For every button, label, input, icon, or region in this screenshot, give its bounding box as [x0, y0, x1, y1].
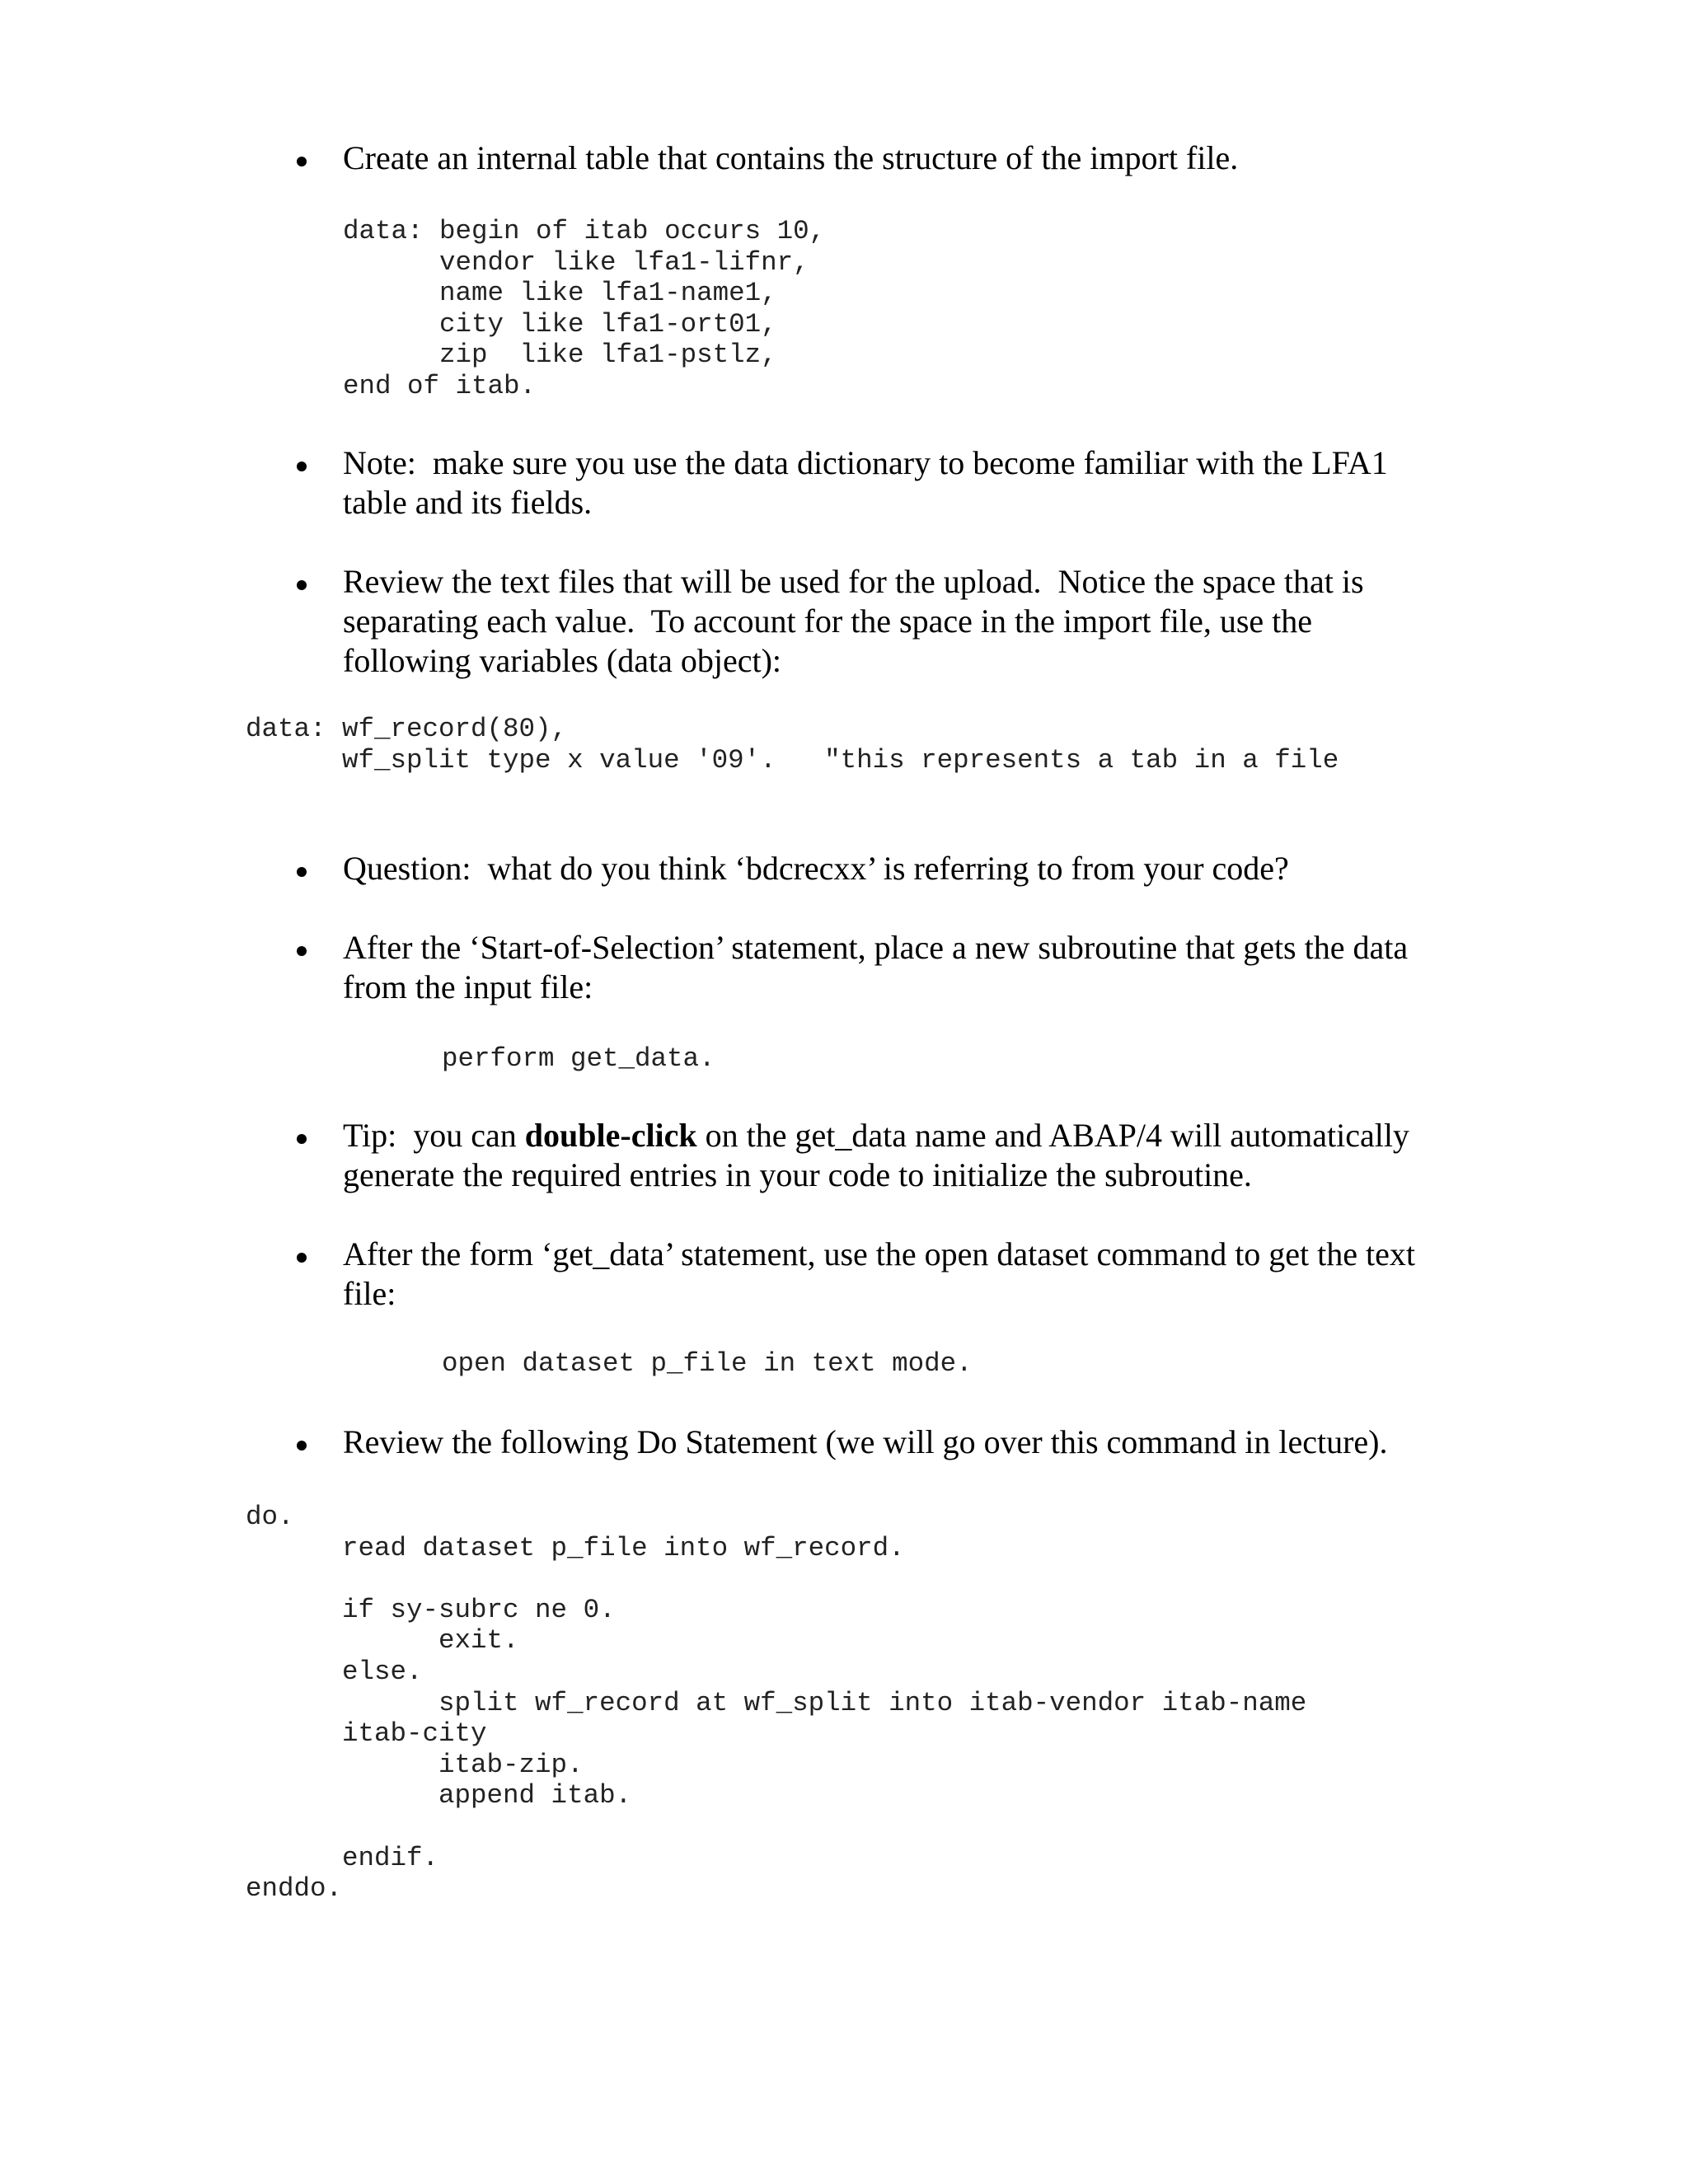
bullet-icon	[297, 867, 307, 877]
bullet-text: After the ‘Start-of-Selection’ statement, place a new subroutine that gets the data from the input file:	[343, 929, 1417, 1005]
bullet-icon	[297, 1134, 307, 1144]
bullet-text: After the form ‘get_data’ statement, use the open dataset command to get the text file:	[343, 1235, 1424, 1312]
bullet-icon	[297, 157, 307, 166]
bullet-text-tip	[343, 1116, 1439, 1195]
code-block-variables: data: wf_record(80), wf_split type x value '09'. "this represents a tab in a file	[246, 714, 1339, 776]
bullet-icon	[297, 462, 307, 471]
code-block-itab: data: begin of itab occurs 10, vendor like lfa1-lifnr, name like lfa1-name1, city like lfa1-ort01, zip like lfa1-pstlz, end of itab.	[343, 216, 826, 401]
bullet-text: Create an internal table that contains the structure of the import file.	[343, 139, 1239, 176]
code-line-open-dataset: open dataset p_file in text mode.	[442, 1348, 973, 1379]
tip-text-pre: Tip: you can	[343, 1117, 525, 1154]
bullet-text: Review the text files that will be used for the upload. Notice the space that is separating each value. To account for the space in the import file, use the following variables (data object):	[343, 563, 1372, 679]
code-block-do-loop: do. read dataset p_file into wf_record. if sy-subrc ne 0. exit. else. split wf_record at wf_split into itab-vendor itab-name itab-city itab-zip. append itab. endif. enddo.	[246, 1502, 1307, 1905]
bullet-text: Question: what do you think ‘bdcrecxx’ is referring to from your code?	[343, 850, 1289, 887]
bullet-icon	[297, 580, 307, 590]
bullet-icon	[297, 1441, 307, 1451]
bullet-text: Note: make sure you use the data dictionary to become familiar with the LFA1 table and its fields.	[343, 444, 1396, 521]
bullet-icon	[297, 946, 307, 956]
code-line-perform: perform get_data.	[442, 1043, 715, 1074]
tip-text-post: on the get_data name and ABAP/4 will automatically generate the required entries in your code to initialize the subroutine.	[343, 1117, 1418, 1193]
bullet-icon	[297, 1253, 307, 1263]
bullet-text: Review the following Do Statement (we will go over this command in lecture).	[343, 1423, 1388, 1460]
tip-text-bold: double-click	[524, 1117, 697, 1154]
